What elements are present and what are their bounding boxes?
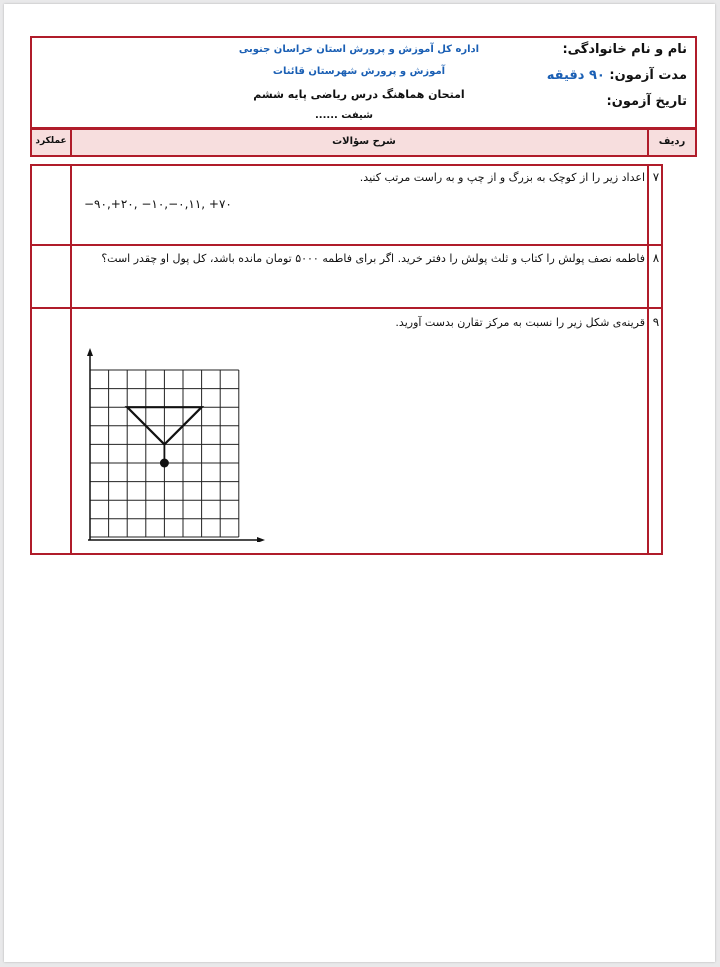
row-column-header: ردیف — [658, 136, 686, 147]
question-8-number: ۸ — [652, 251, 660, 265]
exam-duration — [547, 68, 687, 83]
exam-page — [4, 4, 715, 962]
student-name-label: نام و نام خانوادگی: — [562, 42, 687, 57]
duration-label: مدت آزمون: — [609, 68, 687, 83]
exam-date-label: تاریخ آزمون: — [606, 94, 687, 109]
symmetry-center-point — [160, 459, 169, 468]
row-separator-2 — [30, 307, 663, 309]
row-separator-1 — [30, 244, 663, 246]
question-7-text: اعداد زیر را از کوچک به بزرگ و از چپ و به راست مرتب کنید. — [359, 171, 645, 184]
org-line-1: اداره کل آموزش و پرورش استان خراسان جنوبی — [238, 44, 480, 55]
x-axis-arrow — [257, 537, 265, 542]
questions-divider-score — [70, 164, 72, 555]
question-7-number: ۷ — [652, 170, 660, 184]
header-divider-left — [70, 128, 72, 157]
symmetry-grid-figure — [80, 346, 270, 542]
question-7-numbers: −۹۰,+۲۰, −۱۰,−۰,۱۱, +۷۰ — [84, 197, 232, 211]
question-9-number: ۹ — [652, 315, 660, 329]
exam-title: امتحان هماهنگ درس ریاضی پایه ششم — [253, 88, 465, 101]
question-8-text: فاطمه نصف پولش را کتاب و ثلث پولش را دفتر خرید. اگر برای فاطمه ۵۰۰۰ تومان مانده باشد، کل پول او چقدر است؟ — [101, 252, 645, 265]
y-axis-arrow — [87, 348, 93, 356]
questions-divider-number — [647, 164, 649, 555]
questions-column-header: شرح سؤالات — [332, 136, 396, 147]
shift-label: شیفت ...... — [315, 110, 373, 121]
org-line-2: آموزش و پرورش شهرستان قائنات — [272, 66, 446, 77]
score-column-header: عملکرد — [35, 136, 67, 146]
duration-value: ۹۰ دقیقه — [546, 68, 605, 83]
question-9-text: قرینه‌ی شکل زیر را نسبت به مرکز تقارن بدست آورید. — [395, 316, 645, 329]
